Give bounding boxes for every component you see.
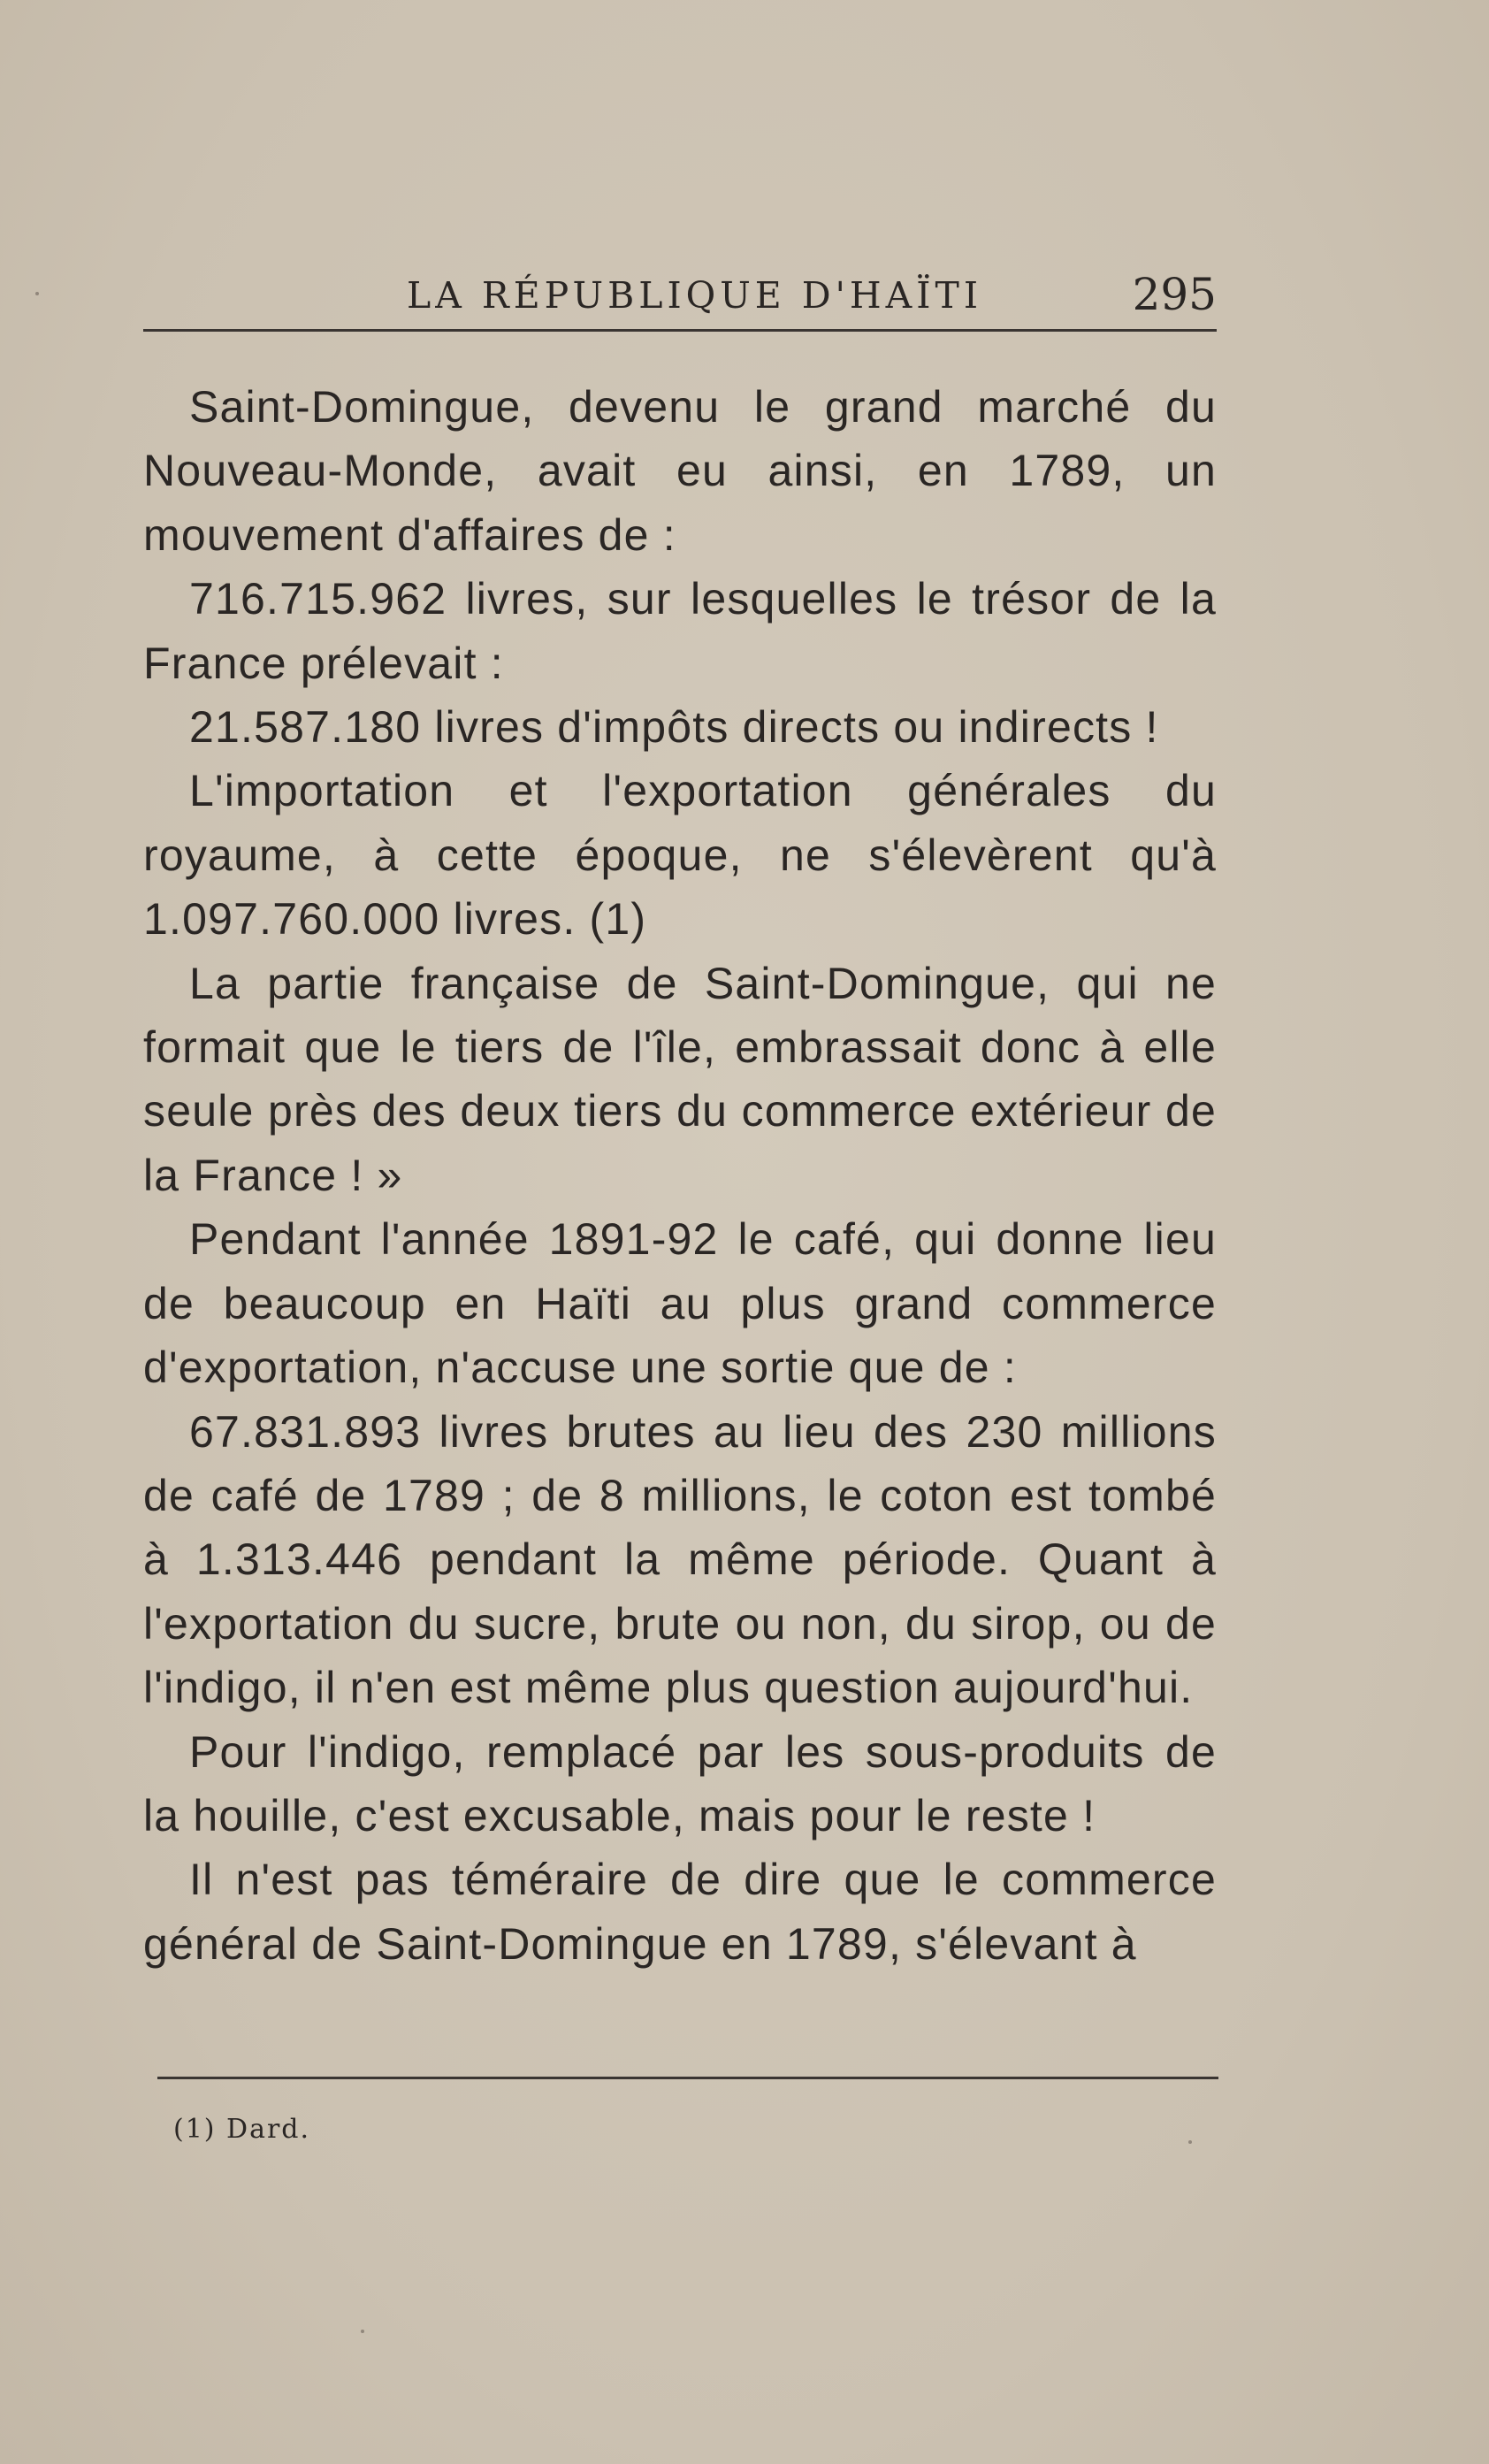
paragraph-5: La partie française de Saint-Domingue, qui ne formait que le tiers de l'île, embrassait donc à elle seule près des deux tiers du commerce extérieur de la France ! » <box>143 958 1217 1200</box>
footnote: (1) Dard. <box>173 2114 311 2145</box>
paper-speck <box>35 292 39 295</box>
paper-speck <box>1188 2140 1192 2144</box>
page-header <box>143 265 1217 336</box>
paragraph-2: 716.715.962 livres, sur lesquelles le trésor de la France prélevait : <box>143 574 1217 688</box>
body-text <box>143 375 1217 1976</box>
paragraph-9: Il n'est pas téméraire de dire que le commerce général de Saint-Domingue en 1789, s'élevant à <box>143 1855 1217 1969</box>
footnote-rule <box>157 2077 1218 2079</box>
paper-speck <box>361 2330 364 2333</box>
paragraph-6: Pendant l'année 1891-92 le café, qui donne lieu de beaucoup en Haïti au plus grand commerce d'exportation, n'accuse une sortie que de : <box>143 1214 1217 1393</box>
running-title: LA RÉPUBLIQUE D'HAÏTI <box>407 274 983 317</box>
header-rule <box>143 329 1217 332</box>
paragraph-8: Pour l'indigo, remplacé par les sous-produits de la houille, c'est excusable, mais pour le reste ! <box>143 1726 1217 1840</box>
page-number: 295 <box>1132 269 1217 320</box>
paragraph-3: 21.587.180 livres d'impôts directs ou indirects ! <box>189 702 1159 753</box>
paragraph-7: 67.831.893 livres brutes au lieu des 230 millions de café de 1789 ; de 8 millions, le coton est tombé à 1.313.446 pendant la même période. Quant à l'exportation du sucre, brute ou non, du sirop, ou de l'indigo, il n'en est même plus question aujourd'hui. <box>143 1406 1217 1713</box>
paragraph-4: L'importation et l'exportation générales du royaume, à cette époque, ne s'élevèrent qu'à 1.097.760.000 livres. (1) <box>143 766 1217 945</box>
paragraph-1: Saint-Domingue, devenu le grand marché du Nouveau-Monde, avait eu ainsi, en 1789, un mouvement d'affaires de : <box>143 382 1217 560</box>
